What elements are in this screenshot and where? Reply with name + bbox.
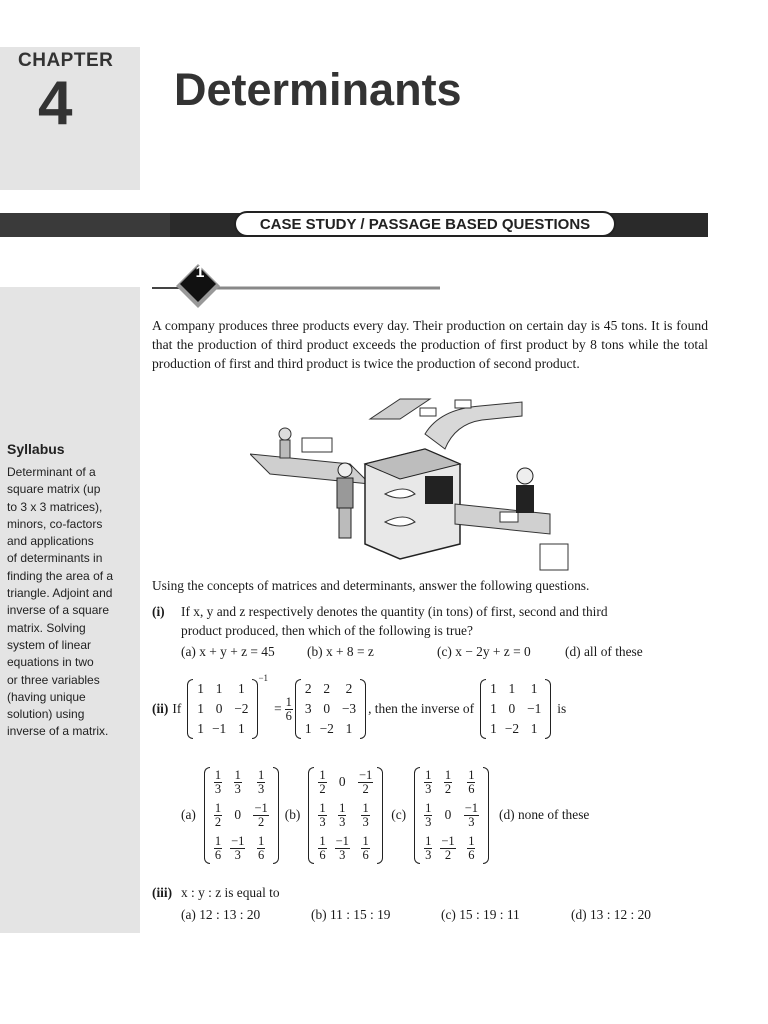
inverse-exponent: −1 [258, 673, 269, 683]
matrix-cell: $\frac{1}{2}$ [444, 767, 452, 796]
passage: A company produces three products every day. Their production on certain day is 45 tons. It is found that the production of third product exceeds the production of first product by 8 tons while the total production of first and third product is twice the production of second product. [152, 318, 708, 371]
chapter-label: CHAPTER [18, 50, 114, 71]
chapter-number: 4 [38, 69, 73, 138]
syllabus-title: Syllabus [7, 441, 65, 457]
factory-illustration [250, 394, 572, 574]
section-banner: CASE STUDY / PASSAGE BASED QUESTIONS [234, 211, 616, 237]
q2-option-c-matrix [414, 767, 489, 864]
chapter-title: Determinants [174, 64, 462, 115]
q3-option-a: (a) 12 : 13 : 20 [181, 907, 261, 922]
q2-options [181, 757, 589, 873]
matrix-cell: 0 [234, 807, 242, 822]
q1-option-b: (b) x + 8 = z [307, 644, 374, 659]
matrix-cell: $\frac{1}{3}$ [339, 800, 346, 829]
matrix-cell: $\frac{1}{3}$ [319, 800, 326, 829]
matrix-c: 1 1 1 1 0 −1 1 −2 1 [480, 679, 551, 739]
matrix-cell: $\frac{1}{3}$ [425, 767, 432, 796]
instruction: Using the concepts of matrices and determinants, answer the following questions. [152, 578, 590, 593]
q2-if: If [172, 701, 182, 716]
matrix-cell: $\frac{1}{6}$ [468, 767, 475, 796]
matrix-cell: $\frac{-1}{2}$ [441, 833, 455, 862]
matrix-cell: 0 [338, 774, 346, 789]
scalar-fraction: $\frac{1}{6}$ [285, 694, 292, 723]
q2-option-b-matrix [308, 767, 383, 864]
q1-option-c: (c) x − 2y + z = 0 [437, 644, 531, 659]
q1-line2: product produced, then which of the following is true? [181, 623, 473, 638]
q3-number: (iii) [152, 885, 173, 900]
matrix-cell: $\frac{-1}{3}$ [464, 800, 478, 829]
q2-option-d: (d) none of these [499, 807, 590, 822]
q2-option-a-label: (a) [181, 807, 196, 822]
matrix-cell: $\frac{1}{3}$ [425, 800, 432, 829]
q1-option-a: (a) x + y + z = 45 [181, 644, 275, 659]
matrix-cell: $\frac{1}{2}$ [214, 800, 222, 829]
matrix-cell: $\frac{1}{3}$ [214, 767, 222, 796]
q1-option-d: (d) all of these [565, 644, 643, 659]
question-number: 1 [195, 264, 205, 281]
matrix-cell: $\frac{1}{2}$ [319, 767, 326, 796]
q1-number: (i) [152, 604, 165, 619]
matrix-cell: $\frac{-1}{3}$ [335, 833, 349, 862]
matrix-cell: $\frac{1}{6}$ [362, 833, 369, 862]
matrix-cell: $\frac{1}{3}$ [257, 767, 265, 796]
section-band-left [0, 213, 170, 237]
q1-line1: If x, y and z respectively denotes the quantity (in tons) of first, second and third [181, 604, 608, 619]
q2-is-text: is [557, 701, 567, 716]
matrix-cell: $\frac{1}{6}$ [214, 833, 222, 862]
q2-then-text: , then the inverse of [368, 701, 475, 716]
q2-number: (ii) [152, 701, 169, 716]
matrix-b: 2 2 2 3 0 −3 1 −2 1 [295, 679, 366, 739]
q2-option-a-matrix [204, 767, 279, 864]
matrix-cell: $\frac{1}{6}$ [468, 833, 475, 862]
q3-text: x : y : z is equal to [181, 885, 280, 900]
q3-option-b: (b) 11 : 15 : 19 [311, 907, 391, 922]
equals-sign: = [274, 701, 282, 716]
matrix-cell: $\frac{1}{3}$ [425, 833, 432, 862]
matrix-cell: $\frac{1}{3}$ [234, 767, 241, 796]
matrix-cell: $\frac{-1}{2}$ [358, 767, 373, 796]
syllabus-text: Determinant of a square matrix (up to 3 x 3 matrices), minors, co-factors and applications of determinants in finding the area of a triangle. Adjoint and inverse of a square matrix. Solving system of linear equations in two or three variables (having unique solution) using inverse of a matrix. [7, 465, 114, 739]
matrix-cell: $\frac{-1}{2}$ [254, 800, 268, 829]
q2-option-b-label: (b) [284, 807, 301, 822]
q3-option-d: (d) 13 : 12 : 20 [571, 907, 651, 922]
matrix-cell: 0 [444, 807, 452, 822]
matrix-cell: $\frac{-1}{3}$ [231, 833, 245, 862]
matrix-a: 1 1 1 1 0 −2 1 −1 1 [187, 679, 258, 739]
q3-option-c: (c) 15 : 19 : 11 [441, 907, 520, 922]
matrix-cell: $\frac{1}{3}$ [362, 800, 369, 829]
matrix-cell: $\frac{1}{6}$ [257, 833, 265, 862]
q2-equation [152, 675, 566, 743]
q2-option-c-label: (c) [391, 807, 407, 822]
matrix-cell: $\frac{1}{6}$ [319, 833, 326, 862]
